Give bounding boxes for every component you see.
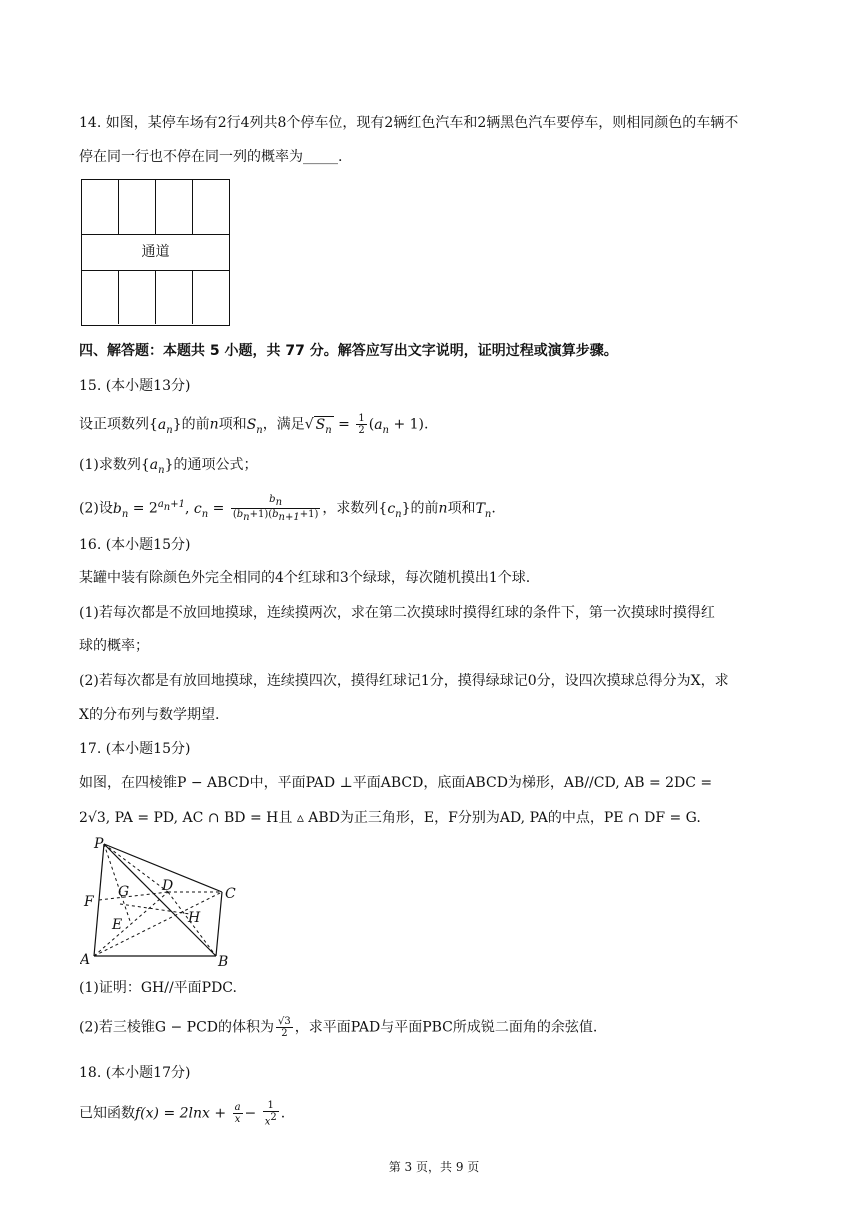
q15-part2: (2)设$b_n = 2^{a_n+1}$, $c_n$ = $\frac{b_n}{(b_n+1)(b_{n+1}+1)}$ ，求数列$\{c_n\}$的前n项和$T_n$. [79, 494, 496, 523]
parking-space [82, 180, 119, 234]
vertex-label-D: D [162, 878, 174, 894]
q14-line1: 14. 如图，某停车场有2行4列共8个停车位，现有2辆红色汽车和2辆黑色汽车要停车，则相同颜色的车辆不 [79, 115, 739, 131]
parking-lot-figure [81, 179, 230, 326]
vertex-label-B: B [218, 954, 229, 970]
q17-part1: (1)证明：GH//平面PDC. [79, 980, 237, 996]
vertex-label-C: C [225, 886, 236, 902]
q15-title: 15. (本小题13分) [79, 378, 191, 394]
point-label-E: E [112, 917, 123, 933]
parking-row-bottom [82, 271, 229, 324]
aisle-label: 通道 [82, 234, 229, 271]
q16-stem: 某罐中装有除颜色外完全相同的4个红球和3个绿球，每次随机摸出1个球. [79, 570, 531, 586]
q16-title: 16. (本小题15分) [79, 537, 191, 553]
point-label-F: F [84, 894, 94, 910]
q17-stem-line2: 2√3, PA = PD, AC ∩ BD = H且 ▵ ABD为正三角形，E，F分别为AD, PA的中点，PE ∩ DF = G. [79, 810, 701, 826]
parking-space [193, 180, 229, 234]
pyramid-figure [80, 834, 250, 970]
parking-space [119, 271, 156, 324]
vertex-label-A: A [80, 952, 91, 968]
parking-space [193, 271, 229, 324]
q17-part2: (2)若三棱锥G − PCD的体积为 $\frac{√3}{2}$ ，求平面PAD与平面PBC所成锐二面角的余弦值. [79, 1016, 598, 1039]
point-label-G: G [118, 884, 130, 900]
q15-part1: (1)求数列$\{a_n\}$的通项公式； [79, 457, 258, 476]
q18-stem: 已知函数f(x) = 2lnx + $\frac{a}{x}$ − $\frac{1}{x^2}$ . [79, 1100, 286, 1128]
q15-stem: 设正项数列$\{a_n\}$的前n项和$S_n$，满足√ $S_n$ = $\frac{1}{2}$ $(a_n + 1)$. [79, 413, 429, 436]
q16-part1-line1: (1)若每次都是不放回地摸球，连续摸两次，求在第二次摸球时摸得红球的条件下，第一次摸球时摸得红 [79, 605, 715, 621]
q14-line2: 停在同一行也不停在同一列的概率为_____. [79, 149, 343, 165]
parking-space [82, 271, 119, 324]
q16-part2-line1: (2)若每次都是有放回地摸球，连续摸四次，摸得红球记1分，摸得绿球记0分，设四次摸球总得分为X，求 [79, 673, 729, 689]
parking-row-top [82, 180, 229, 234]
section-heading: 四、解答题：本题共 5 小题，共 77 分。解答应写出文字说明，证明过程或演算步骤。 [79, 343, 618, 359]
q17-title: 17. (本小题15分) [79, 741, 191, 757]
point-label-H: H [188, 910, 201, 926]
vertex-label-P: P [94, 836, 104, 852]
parking-space [156, 271, 193, 324]
q16-part2-line2: X的分布列与数学期望. [79, 707, 220, 723]
q16-part1-line2: 球的概率； [79, 638, 149, 654]
parking-space [156, 180, 193, 234]
page-footer: 第 3 页，共 9 页 [388, 1160, 480, 1174]
q18-title: 18. (本小题17分) [79, 1065, 191, 1081]
parking-space [119, 180, 156, 234]
q17-stem-line1: 如图，在四棱锥P − ABCD中，平面PAD ⊥平面ABCD，底面ABCD为梯形，AB//CD, AB = 2DC = [79, 775, 713, 791]
